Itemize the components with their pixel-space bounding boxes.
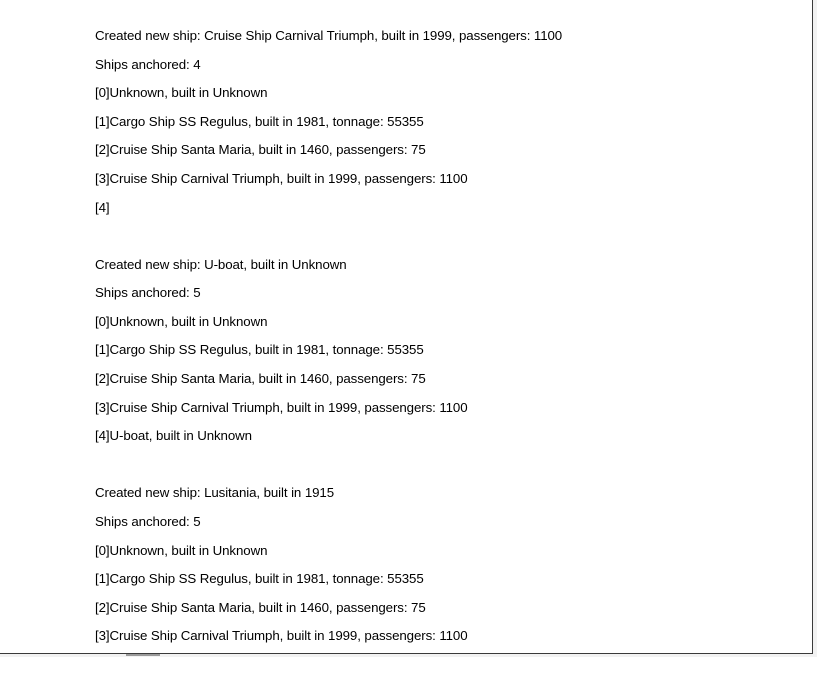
ship-entry-line: [0]Unknown, built in Unknown <box>95 542 268 558</box>
ship-entry-line: [2]Cruise Ship Santa Maria, built in 1460, passengers: 75 <box>95 599 426 615</box>
ship-entry-line: [1]Cargo Ship SS Regulus, built in 1981, tonnage: 55355 <box>95 342 424 358</box>
ship-entry-line: [0]Unknown, built in Unknown <box>95 313 268 329</box>
ships-anchored-line: Ships anchored: 5 <box>95 513 201 529</box>
created-ship-line: Created new ship: U-boat, built in Unknown <box>95 256 347 272</box>
ships-anchored-line: Ships anchored: 4 <box>95 56 201 72</box>
ship-entry-line: [0]Unknown, built in Unknown <box>95 85 268 101</box>
output-block-2 <box>95 255 795 455</box>
ships-anchored-line: Ships anchored: 5 <box>95 285 201 301</box>
ship-entry-line: [4]U-boat, built in Unknown <box>95 428 252 444</box>
page-edge-right <box>813 0 817 657</box>
output-block-3 <box>95 483 795 655</box>
ship-entry-line: [3]Cruise Ship Carnival Triumph, built in 1999, passengers: 1100 <box>95 399 468 415</box>
document-content <box>95 26 795 683</box>
created-ship-line: Created new ship: Cruise Ship Carnival Triumph, built in 1999, passengers: 1100 <box>95 28 563 43</box>
output-block-1 <box>95 26 795 226</box>
ship-entry-line: [2]Cruise Ship Santa Maria, built in 1460, passengers: 75 <box>95 371 426 387</box>
ship-entry-line: [1]Cargo Ship SS Regulus, built in 1981, tonnage: 55355 <box>95 571 424 587</box>
ship-entry-line: [3]Cruise Ship Carnival Triumph, built in 1999, passengers: 1100 <box>95 628 468 644</box>
ship-entry-line: [3]Cruise Ship Carnival Triumph, built in 1999, passengers: 1100 <box>95 170 468 186</box>
ship-entry-line: [1]Cargo Ship SS Regulus, built in 1981, tonnage: 55355 <box>95 113 424 129</box>
created-ship-line: Created new ship: Lusitania, built in 1915 <box>95 485 334 501</box>
ship-entry-line: [4] <box>95 199 110 215</box>
ship-entry-line: [2]Cruise Ship Santa Maria, built in 1460, passengers: 75 <box>95 142 426 158</box>
page-edge-marker <box>126 654 160 656</box>
